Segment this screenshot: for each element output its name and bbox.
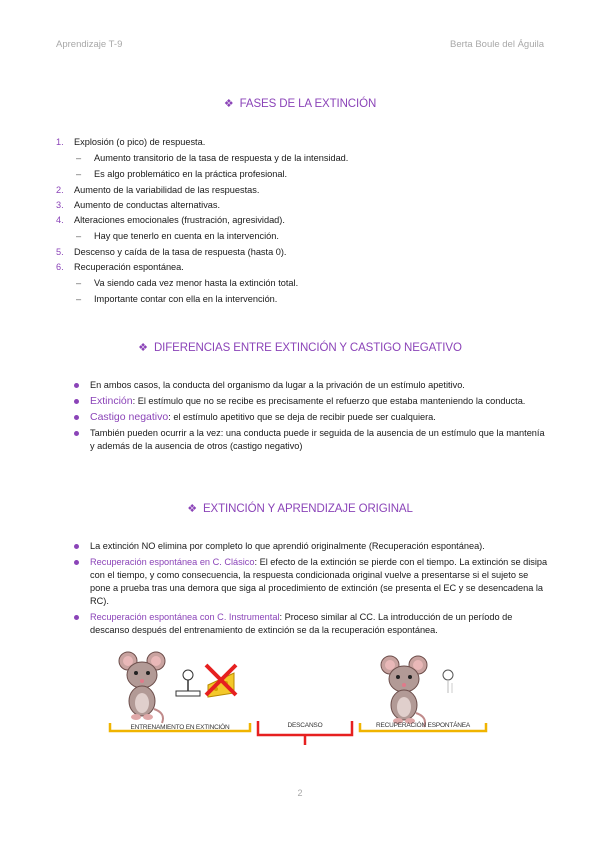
list-item: [56, 214, 550, 227]
item-text: : El efecto de la extinción se pierde con el tiempo. La extinción se disipa con el tiempo, y como consecuencia, la respuesta condicionada original vuelve a presentarse si el sujeto se pone a prueba tras una demora que siga al procedimiento de extinción (se presenta el EC y se desencadena la RC).: [90, 557, 548, 606]
diamond-bullet-icon: ❖: [187, 503, 197, 515]
sub-item-text: Aumento transitorio de la tasa de respuesta y de la intensidad.: [94, 153, 349, 163]
item-text: En ambos casos, la conducta del organismo da lugar a la privación de un estímulo apetitivo.: [90, 380, 465, 390]
learning-list: [56, 540, 550, 640]
list-item: [56, 184, 550, 197]
lever-icon: [443, 670, 453, 693]
list-item: [56, 611, 550, 637]
diagram-svg: [0, 645, 600, 755]
list-item: [56, 246, 550, 259]
sub-item-text: Hay que tenerlo en cuenta en la intervención.: [94, 231, 279, 241]
list-item: [56, 556, 550, 608]
sub-item-text: Va siendo cada vez menor hasta la extinción total.: [94, 278, 299, 288]
item-text: También pueden ocurrir a la vez: una conducta puede ir seguida de la ausencia de un estímulo que la mantenía y además de la ausencia de otros (castigo negativo): [90, 428, 545, 451]
header-left: Aprendizaje T-9: [56, 39, 123, 50]
sub-item: [56, 230, 550, 243]
bullet-dot-icon: [74, 415, 79, 420]
bullet-dot-icon: [74, 615, 79, 620]
differences-list: [56, 379, 550, 456]
list-item: [56, 427, 550, 453]
item-text: La extinción NO elimina por completo lo que aprendió originalmente (Recuperación espontánea).: [90, 541, 485, 551]
item-number: 6.: [56, 262, 64, 272]
phases-list: [56, 136, 550, 309]
list-item: [56, 199, 550, 212]
sub-item-text: Es algo problemático en la práctica profesional.: [94, 169, 288, 179]
item-number: 5.: [56, 247, 64, 257]
list-item: [56, 540, 550, 553]
diamond-bullet-icon: ❖: [223, 98, 234, 110]
phase-label-entrenamiento: ENTRENAMIENTO EN EXTINCIÓN: [130, 724, 230, 731]
item-text: Descenso y caída de la tasa de respuesta (hasta 0).: [74, 247, 287, 257]
item-text: Aumento de conductas alternativas.: [74, 200, 221, 210]
sub-item: [56, 168, 550, 181]
bullet-dot-icon: [74, 431, 79, 436]
bullet-dot-icon: [74, 544, 79, 549]
item-text: : El estímulo que no se recibe es precisamente el refuerzo que estaba manteniendo la conducta.: [132, 396, 526, 406]
rat-icon: [119, 652, 165, 723]
extinction-diagram: [0, 645, 600, 755]
cheese-crossed-icon: [206, 665, 236, 697]
list-item: [56, 395, 550, 408]
item-text: Explosión (o pico) de respuesta.: [74, 137, 206, 147]
item-number: 2.: [56, 185, 64, 195]
item-text: : el estímulo apetitivo que se deja de recibir puede ser cualquiera.: [168, 412, 436, 422]
item-text: : Proceso similar al CC. La introducción de un período de descanso después del entrenamiento de extinción se da la recuperación espontánea.: [90, 612, 513, 635]
section-title: DIFERENCIAS ENTRE EXTINCIÓN Y CASTIGO NEGATIVO: [153, 342, 462, 354]
sub-item-text: Importante contar con ella en la intervención.: [94, 294, 278, 304]
section-title: EXTINCIÓN Y APRENDIZAJE ORIGINAL: [202, 503, 413, 515]
item-number: 1.: [56, 137, 64, 147]
bullet-dot-icon: [74, 383, 79, 388]
section-title: FASES DE LA EXTINCIÓN: [239, 98, 377, 110]
phase-label-recuperacion: RECUPERACIÓN ESPONTÁNEA: [375, 722, 470, 729]
sub-item: [56, 152, 550, 165]
list-item: [56, 261, 550, 274]
term-recuperacion-instrumental: Recuperación espontánea con C. Instrumental: [90, 612, 280, 622]
page-number: 2: [297, 788, 303, 798]
bullet-dot-icon: [74, 560, 79, 565]
dash-bullet-icon: –: [76, 169, 82, 179]
item-text: Aumento de la variabilidad de las respuestas.: [74, 185, 260, 195]
term-extincion: Extinción: [90, 395, 133, 407]
dash-bullet-icon: –: [76, 294, 82, 304]
dash-bullet-icon: –: [76, 278, 82, 288]
item-text: Recuperación espontánea.: [74, 262, 184, 272]
diamond-bullet-icon: ❖: [138, 342, 148, 354]
dash-bullet-icon: –: [76, 231, 82, 241]
header-right: Berta Boule del Águila: [449, 39, 544, 50]
section-heading-fases: [0, 97, 600, 110]
item-number: 4.: [56, 215, 64, 225]
sub-item: [56, 277, 550, 290]
dash-bullet-icon: –: [76, 153, 82, 163]
list-item: [56, 379, 550, 392]
term-recuperacion-clasico: Recuperación espontánea en C. Clásico: [90, 557, 255, 567]
rat-icon: [381, 656, 427, 727]
list-item: [56, 411, 550, 424]
section-heading-extincion-aprendizaje: [0, 502, 600, 515]
lever-icon: [176, 670, 200, 696]
phase-label-descanso: DESCANSO: [287, 722, 323, 729]
sub-item: [56, 293, 550, 306]
bullet-dot-icon: [74, 399, 79, 404]
item-text: Alteraciones emocionales (frustración, agresividad).: [74, 215, 285, 225]
term-castigo-negativo: Castigo negativo: [90, 411, 169, 423]
list-item: [56, 136, 550, 149]
item-number: 3.: [56, 200, 64, 210]
section-heading-diferencias: [0, 341, 600, 354]
